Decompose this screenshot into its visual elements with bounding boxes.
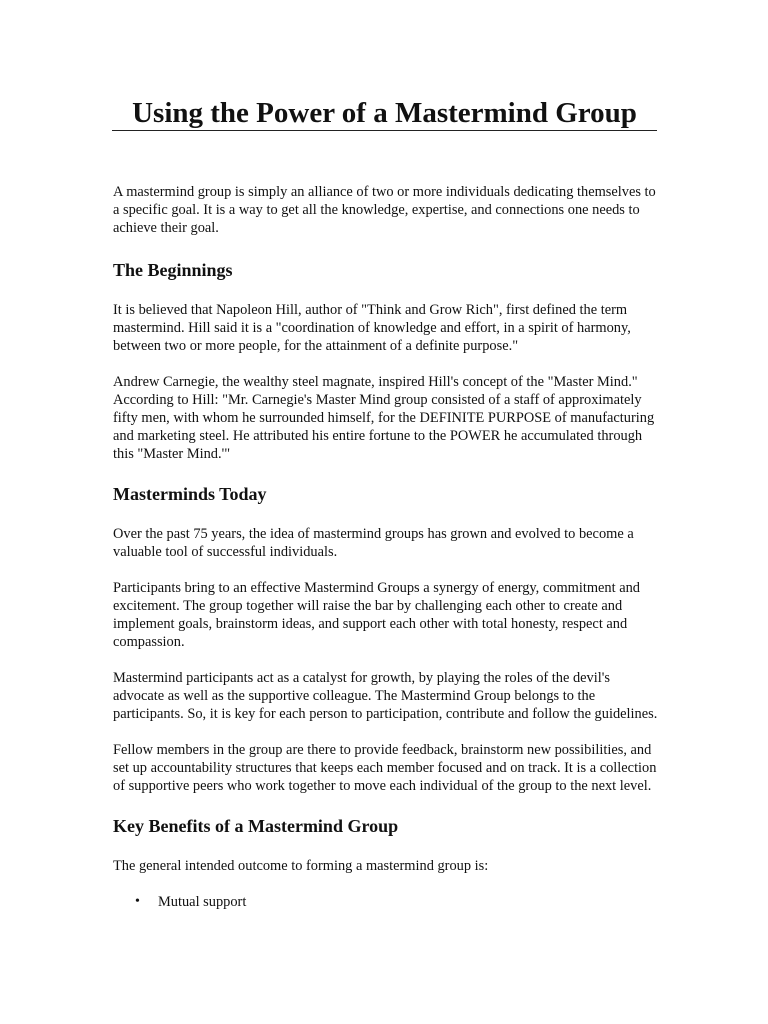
list-item-label: Mutual support	[158, 894, 247, 910]
title-underline	[112, 130, 657, 131]
beginnings-paragraph-1: It is believed that Napoleon Hill, author of "Think and Grow Rich", first defined the term mastermind. Hill said it is a "coordination of knowledge and effort, in a spirit of harmony, between two or more people, for the attainment of a definite purpose."	[113, 302, 631, 354]
masterminds-paragraph-3: Mastermind participants act as a catalyst for growth, by playing the roles of the devil's advocate as well as the supportive colleague. The Mastermind Group belongs to the participants. So, it is key for each person to participation, contribute and follow the guidelines.	[113, 670, 658, 722]
beginnings-paragraph-2: Andrew Carnegie, the wealthy steel magnate, inspired Hill's concept of the "Master Mind." According to Hill: "Mr. Carnegie's Master Mind group consisted of a staff of approximately fifty men, with whom he surrounded himself, for the DEFINITE PURPOSE of manufacturing and marketing steel. He attributed his entire fortune to the POWER he accumulated through this "Master Mind.'"	[113, 374, 655, 462]
section-heading-beginnings: The Beginnings	[113, 260, 233, 280]
section-heading-key-benefits: Key Benefits of a Mastermind Group	[113, 816, 399, 836]
benefits-list	[113, 893, 658, 911]
benefits-intro-paragraph: The general intended outcome to forming a mastermind group is:	[113, 858, 489, 874]
document-body	[113, 183, 658, 911]
intro-paragraph: A mastermind group is simply an alliance of two or more individuals dedicating themselves to a specific goal. It is a way to get all the knowledge, expertise, and connections one needs to achieve their goal.	[113, 184, 656, 236]
list-item	[135, 893, 658, 911]
section-heading-masterminds-today: Masterminds Today	[113, 484, 267, 504]
masterminds-paragraph-4: Fellow members in the group are there to provide feedback, brainstorm new possibilities, and set up accountability structures that keeps each member focused and on track. It is a collection of supportive peers who work together to move each individual of the group to the next level.	[113, 742, 657, 794]
masterminds-paragraph-2: Participants bring to an effective Mastermind Groups a synergy of energy, commitment and excitement. The group together will raise the bar by challenging each other to create and implement goals, brainstorm ideas, and support each other with total honesty, respect and compassion.	[113, 580, 640, 650]
bullet-icon: •	[135, 894, 140, 909]
masterminds-paragraph-1: Over the past 75 years, the idea of mastermind groups has grown and evolved to become a valuable tool of successful individuals.	[113, 526, 634, 560]
document-title: Using the Power of a Mastermind Group	[132, 97, 637, 129]
